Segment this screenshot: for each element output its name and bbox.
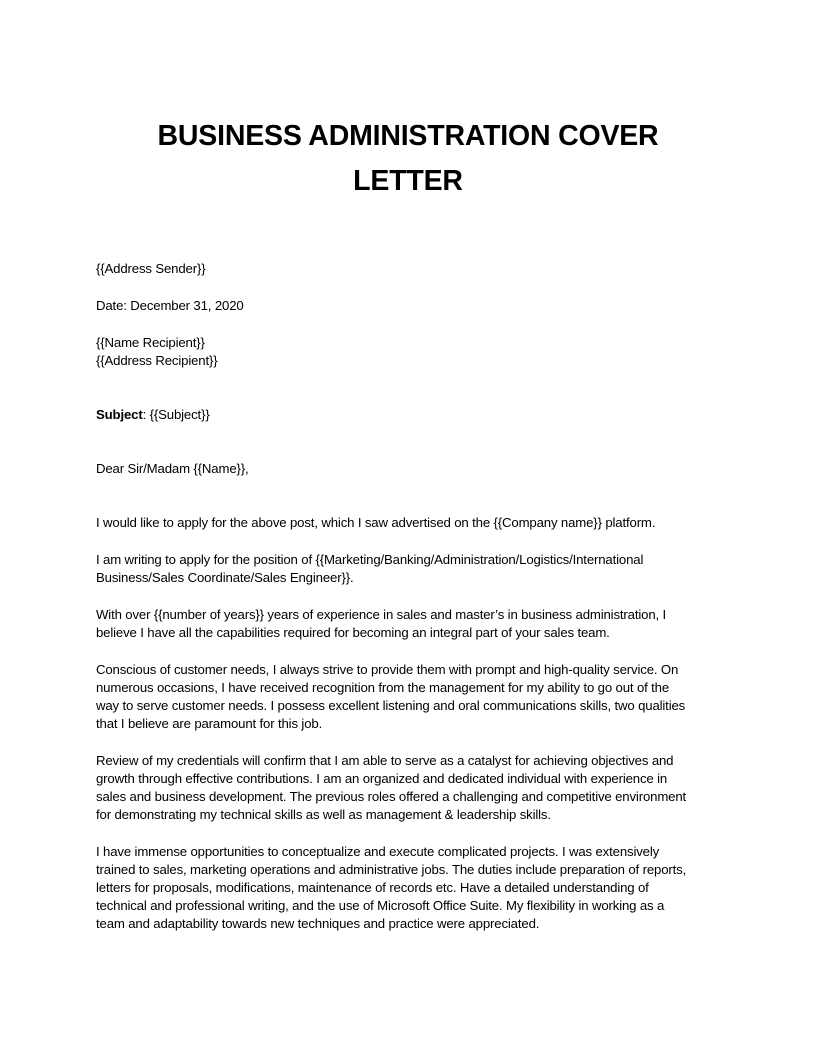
- paragraph-line: I would like to apply for the above post, which I saw advertised on the {{Company name}} platform.: [96, 515, 656, 530]
- paragraph-line: believe I have all the capabilities required for becoming an integral part of your sales team.: [96, 625, 610, 640]
- paragraph-line: Review of my credentials will confirm that I am able to serve as a catalyst for achieving objectives and: [96, 753, 674, 768]
- paragraph-position: [96, 551, 726, 587]
- salutation: Dear Sir/Madam {{Name}},: [96, 461, 249, 476]
- paragraph-line: team and adaptability towards new techniques and practice were appreciated.: [96, 916, 540, 931]
- paragraph-line: I am writing to apply for the position of {{Marketing/Banking/Administration/Logistics/International: [96, 552, 644, 567]
- subject-line: [96, 406, 726, 424]
- sender-address: {{Address Sender}}: [96, 261, 206, 276]
- paragraph-line: sales and business development. The previous roles offered a challenging and competitive environment: [96, 789, 687, 804]
- letter-body: [96, 260, 726, 933]
- letter-date: Date: December 31, 2020: [96, 298, 244, 313]
- paragraph-line: technical and professional writing, and the use of Microsoft Office Suite. My flexibility in working as a: [96, 898, 665, 913]
- paragraph-line: Conscious of customer needs, I always strive to provide them with prompt and high-quality service. On: [96, 662, 679, 677]
- recipient-address: {{Address Recipient}}: [96, 353, 218, 368]
- page-title: [110, 114, 706, 204]
- title-line-2: LETTER: [353, 165, 463, 197]
- paragraph-line: way to serve customer needs. I possess excellent listening and oral communications skills, two qualities: [96, 698, 686, 713]
- paragraph-line: for demonstrating my technical skills as well as management & leadership skills.: [96, 807, 551, 822]
- paragraph-line: that I believe are paramount for this job.: [96, 716, 323, 731]
- paragraph-line: letters for proposals, modifications, maintenance of records etc. Have a detailed understanding of: [96, 880, 649, 895]
- paragraph-experience: [96, 606, 726, 642]
- paragraph-line: I have immense opportunities to conceptualize and execute complicated projects. I was extensively: [96, 844, 660, 859]
- paragraph-line: trained to sales, marketing operations and administrative jobs. The duties include preparation of reports,: [96, 862, 687, 877]
- subject-value: : {{Subject}}: [142, 407, 210, 422]
- paragraph-credentials: [96, 752, 726, 824]
- paragraph-line: growth through effective contributions. I am an organized and dedicated individual with experience in: [96, 771, 668, 786]
- recipient-name: {{Name Recipient}}: [96, 335, 205, 350]
- paragraph-opportunities: [96, 843, 726, 933]
- paragraph-intro: [96, 514, 726, 532]
- subject-label: Subject: [96, 407, 143, 422]
- paragraph-line: Business/Sales Coordinate/Sales Engineer}}.: [96, 570, 354, 585]
- paragraph-line: numerous occasions, I have received recognition from the management for my ability to go out of the: [96, 680, 670, 695]
- paragraph-line: With over {{number of years}} years of experience in sales and master’s in business administration, I: [96, 607, 667, 622]
- paragraph-customer-needs: [96, 661, 726, 733]
- title-line-1: BUSINESS ADMINISTRATION COVER: [157, 120, 659, 152]
